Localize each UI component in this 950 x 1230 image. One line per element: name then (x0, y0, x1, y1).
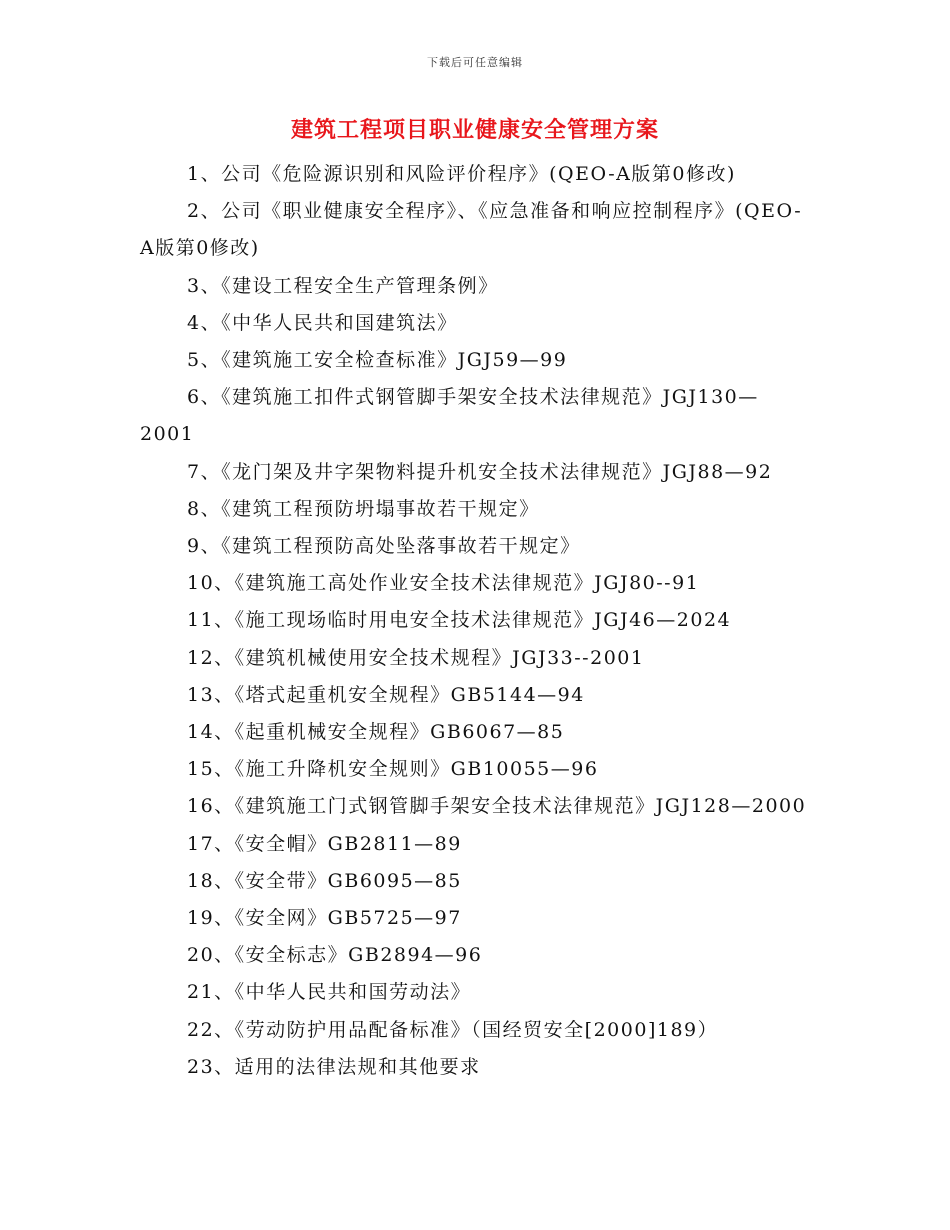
list-item: 11、《施工现场临时用电安全技术法律规范》JGJ46—2024 (187, 609, 732, 632)
list-item: 12、《建筑机械使用安全技术规程》JGJ33--2001 (187, 646, 645, 669)
list-item: 22、《劳动防护用品配备标准》（国经贸安全[2000]189） (187, 1018, 719, 1041)
list-item: 6、《建筑施工扣件式钢管脚手架安全技术法律规范》JGJ130—2001 (140, 386, 759, 446)
document-title: 建筑工程项目职业健康安全管理方案 (290, 117, 659, 143)
list-item: 16、《建筑施工门式钢管脚手架安全技术法律规范》JGJ128—2000 (187, 795, 807, 818)
header-note: 下载后可任意编辑 (427, 56, 523, 69)
list-item: 8、《建筑工程预防坍塌事故若干规定》 (187, 497, 540, 520)
list-item: 15、《施工升降机安全规则》GB10055—96 (187, 758, 599, 781)
list-item: 10、《建筑施工高处作业安全技术法律规范》JGJ80--91 (187, 572, 700, 595)
list-item: 7、《龙门架及井字架物料提升机安全技术法律规范》JGJ88—92 (187, 460, 773, 483)
list-item: 19、《安全网》GB5725—97 (187, 907, 462, 930)
list-item: 20、《安全标志》GB2894—96 (187, 944, 483, 967)
list-item: 3、《建设工程安全生产管理条例》 (187, 274, 499, 297)
list-item: 21、《中华人民共和国劳动法》 (187, 981, 472, 1004)
list-item: 13、《塔式起重机安全规程》GB5144—94 (187, 683, 585, 706)
list-item: 1、公司《危险源识别和风险评价程序》(QEO-A版第0修改) (187, 163, 736, 185)
list-item: 4、《中华人民共和国建筑法》 (187, 311, 458, 334)
list-item: 9、《建筑工程预防高处坠落事故若干规定》 (187, 535, 581, 558)
list-item: 23、适用的法律法规和其他要求 (187, 1055, 481, 1078)
list-item: 5、《建筑施工安全检查标准》JGJ59—99 (187, 349, 568, 372)
list-item: 18、《安全带》GB6095—85 (187, 869, 462, 892)
list-item: 2、公司《职业健康安全程序》、《应急准备和响应控制程序》(QEO-A版第0修改) (140, 200, 803, 260)
list-item: 17、《安全帽》GB2811—89 (187, 832, 462, 855)
reference-list (140, 156, 810, 1086)
list-item: 14、《起重机械安全规程》GB6067—85 (187, 721, 565, 744)
